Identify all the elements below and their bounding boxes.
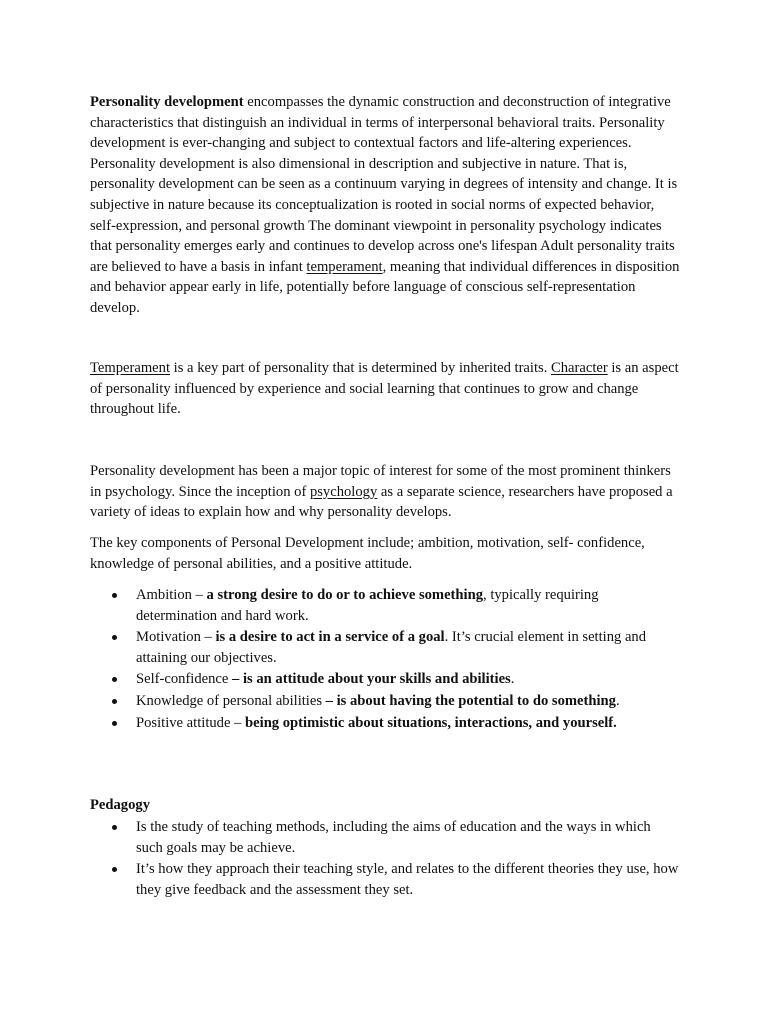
bullet-icon [112, 635, 117, 640]
component-definition: being optimistic about situations, interactions, and yourself. [245, 714, 617, 731]
component-rest: , typically requiring determination and hard work. [136, 587, 599, 624]
component-definition: a strong desire to do or to achieve something [206, 587, 484, 603]
topic-paragraph [90, 461, 680, 523]
list-item [90, 691, 680, 712]
component-definition: – is about having the potential to do something [325, 692, 616, 709]
bullet-icon [112, 677, 117, 682]
list-item [90, 585, 680, 626]
component-definition: is a desire to act in a service of a goal [215, 629, 445, 646]
pedagogy-item-text: It’s how they approach their teaching style, and relates to the different theories they use, how they give feedback and the assessment they set. [136, 861, 679, 898]
component-term: Self-confidence [136, 671, 233, 688]
list-item [90, 859, 680, 900]
components-list [90, 585, 680, 734]
intro-paragraph [90, 92, 680, 319]
bullet-icon [112, 721, 117, 726]
pedagogy-heading [90, 795, 680, 816]
components-intro: The key components of Personal Development include; ambition, motivation, self- confidence, knowledge of personal abilities, and a positive attitude. [90, 535, 645, 572]
topic-text-a: Personality development has been a major topic of interest for some of the most prominent thinkers in psychology. Since the inception of [90, 463, 671, 500]
temperament-link[interactable]: temperament [306, 258, 383, 275]
bullet-icon [112, 825, 117, 830]
pedagogy-list [90, 817, 680, 901]
pedagogy-heading-text: Pedagogy [90, 797, 150, 813]
list-item [90, 713, 680, 734]
component-rest: . [510, 671, 515, 688]
character-link[interactable]: Character [551, 360, 608, 376]
list-item [90, 817, 680, 858]
bullet-icon [112, 699, 117, 704]
temperament-paragraph [90, 358, 680, 420]
temperament-text-b: is an aspect of personality influenced by experience and social learning that continues to grow and change throughout life. [90, 360, 679, 418]
component-rest: . It’s crucial element in setting and attaining our objectives. [136, 629, 647, 666]
component-rest: . [615, 692, 620, 709]
component-term: Knowledge of personal abilities [136, 692, 326, 709]
intro-text-a: encompasses the dynamic construction and deconstruction of integrative characteristics that distinguish an individual in terms of interpersonal behavioral traits. Personality development is ever-changing and subject to contextual factors and life-altering experiences. Personality development is also dimensional in description and subjective in nature. That is, personality development can be seen as a continuum varying in degrees of intensity and change. It is subjective in nature because its conceptualization is rooted in social norms of expected behavior, self-expression, and personal growth The dominant viewpoint in personality psychology indicates that personality emerges early and continues to develop across one's lifespan Adult personality traits are believed to have a basis in infant [90, 94, 678, 275]
component-term: Motivation – [136, 629, 216, 646]
temperament-text-a: is a key part of personality that is determined by inherited traits. [170, 360, 551, 376]
bullet-icon [112, 593, 117, 598]
component-definition: – is an attitude about your skills and abilities [232, 671, 511, 688]
psychology-link[interactable]: psychology [309, 483, 378, 500]
list-item [90, 669, 680, 690]
component-term: Ambition – [136, 587, 207, 603]
temperament-link-2[interactable]: Temperament [90, 360, 171, 376]
intro-title: Personality development [90, 94, 244, 110]
pedagogy-item-text: Is the study of teaching methods, including the aims of education and the ways in which such goals may be achieve. [136, 819, 651, 856]
intro-text-b: , meaning that individual differences in disposition and behavior appear early in life, potentially before language of conscious self-representation develop. [90, 258, 680, 316]
bullet-icon [112, 867, 117, 872]
list-item [90, 627, 680, 668]
component-term: Positive attitude – [136, 714, 246, 731]
topic-text-b: as a separate science, researchers have proposed a variety of ideas to explain how and why personality develops. [90, 483, 673, 521]
